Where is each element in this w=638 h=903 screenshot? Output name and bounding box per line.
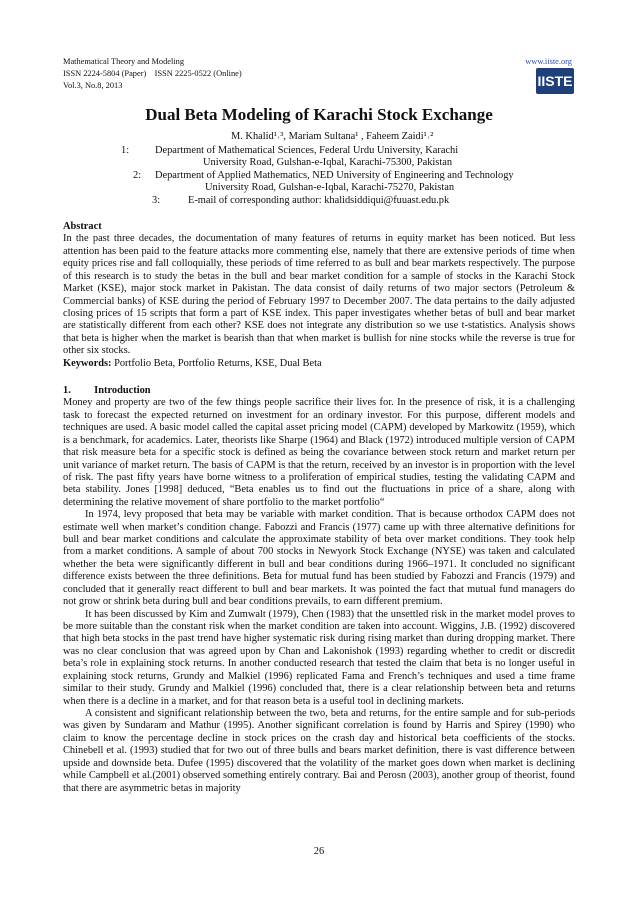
affiliation-1-line1: Department of Mathematical Sciences, Federal Urdu University, Karachi <box>155 145 459 156</box>
affiliation-2-line2: University Road, Gulshan-e-Iqbal, Karachi-75270, Pakistan <box>205 182 455 193</box>
affiliation-2-number: 2: <box>133 170 142 181</box>
corresponding-email: E-mail of corresponding author: khalidsiddiqui@fuuast.edu.pk <box>188 195 450 206</box>
page-number: 26 <box>313 846 325 857</box>
abstract-text: In the past three decades, the documentation of many features of returns in equity market has been noticed. But less attention has been paid to the feature attacks more commenting else, namely that there are extensive periods of time when equity prices rise and fall colloquially, these periods of time referred to as bull and bear markets respectively. The purpose of this research is to study the betas in the bull and bear market condition for a sample of stocks in the Karachi Stock Market (KSE), major stock market in Pakistan. The data consist of daily returns of two major sectors (Petroleum & Commercial banks) of KSE during the period of February 1997 to December 2007. The data pertains to the daily adjusted closing prices of 15 scripts that form a part of KSE index. This paper investigates whether betas of bull and bear market are statistically different from each other? KSE does not integrate any distribution so we use t-statistics. Analysis shows that beta is higher when the market is bearish than that when market is bullish for nine stocks while the reverse is true for other six stocks. <box>63 233 575 357</box>
keywords-label: Keywords: <box>63 357 112 369</box>
intro-paragraph-2: In 1974, levy proposed that beta may be variable with market condition. That is because orthodox CAPM does not estimate well when market’s condition change. Fabozzi and Francis (1977) came up with three alternative definitions for bull and bear market conditions and calculate the approximate stability of beta over market conditions. They took help from a market conditions. A sample of about 700 stocks in Newyork Stock Exchange (NYSE) was taken and calculated whether the beta were significantly different in bull and bear conditions during 1966–1971. It concluded no significant difference exists between the three definitions. Beta for mutual fund has been studied by Fabozzi and Francis (1979) and concluded that it generally react different to bull and bear markets. It was pointed the fact that mutual fund managers do not grow or shrink beta during bull and bear conditions prevails, to earn different premium. <box>63 509 575 608</box>
affiliation-1-number: 1: <box>121 145 130 156</box>
issn-line: ISSN 2224-5804 (Paper) ISSN 2225-0522 (Online) <box>63 69 242 78</box>
affiliation-1-line2: University Road, Gulshan-e-Iqbal, Karachi-75300, Pakistan <box>203 157 453 168</box>
intro-paragraph-3: It has been discussed by Kim and Zumwalt (1979), Chen (1983) that the unsettled risk in the market model proves to be more suitable than the constant risk when the market condition are taken into account. Wiggins, J.B. (1992) discovered that high beta stocks in the past trend have higher systematic risk during rising market than during dropping market. There was no clear conclusion that was agreed upon by Chan and Lakonishok (1993) regarding whether to credit or discredit beta’s role in explaining stock returns. In another conducted research that tested the claim that beta is no longer useful in explaining stock returns, Grundy and Malkiel (1996) replicated Fama and French’s techniques and used a time frame similar to their study. Grundy and Malkiel (1996) concluded that, there is a clear relationship between beta and returns when there is a decline in a market, and for that reason beta is a useful tool in declining markets. <box>63 608 575 707</box>
abstract-section <box>63 221 575 370</box>
keywords-line <box>63 358 575 370</box>
introduction-heading: 1. Introduction <box>63 385 151 396</box>
intro-paragraph-1: Money and property are two of the few things people sacrifice their lives for. In the presence of risk, it is a challenging task to forecast the expected returned on investment for an ordinary investor. For this purpose, different models and techniques are used. A basic model called the capital asset pricing model (CAPM) developed by Markowitz (1959), which is a benchmark, for academics. Later, theorists like Sharpe (1964) and Black (1972) introduced multiple version of CAPM that risk measure beta for a specific stock is defined as being the covariance between stock return and market return per unit variance of market return. The basis of CAPM is that the return, received by an investor is in proportion with the level of risk. The past fifty years have borne witness to a proliferation of empirical studies, testing the validating CAPM and beta stability. Jones [1998] deduced, “Beta enables us to find out the fluctuations in price of a share, along with determining the relative movement of share portfolio to the market portfolio“ <box>63 397 575 508</box>
volume-line: Vol.3, No.8, 2013 <box>63 81 123 90</box>
iiste-logo: IISTE <box>536 68 574 94</box>
abstract-heading: Abstract <box>63 221 102 232</box>
journal-website-link[interactable]: www.iiste.org <box>525 57 572 66</box>
keywords-list: Portfolio Beta, Portfolio Returns, KSE, Dual Beta <box>111 357 322 369</box>
affiliation-3-number: 3: <box>152 195 161 206</box>
journal-name: Mathematical Theory and Modeling <box>63 57 185 66</box>
author-list: M. Khalid¹˒³, Mariam Sultana¹ , Faheem Zaidi¹˒² <box>231 131 434 142</box>
paper-title: Dual Beta Modeling of Karachi Stock Exchange <box>145 105 493 124</box>
introduction-section <box>63 385 575 795</box>
intro-paragraph-4: A consistent and significant relationship between the two, beta and returns, for the entire sample and for sub-periods was given by Sundaram and Mathur (1995). Another significant correlation is found by Harris and Spirey (1990) who claim to know the percentage decline in stock prices on the crash day and historical beta coefficients of the stocks. Chinebell et al. (1993) studied that for two out of three bulls and bears market definition, there is vast difference between upside and downside beta. Dufee (1995) discovered that the volatility of the market goes down when market is declining while Campbell et al.(2001) observed something entirely contrary. Bai and Perosn (2003), another group of theorist, found that there are asymmetric betas in majority <box>63 707 575 794</box>
affiliation-2-line1: Department of Applied Mathematics, NED University of Engineering and Technology <box>155 170 514 181</box>
